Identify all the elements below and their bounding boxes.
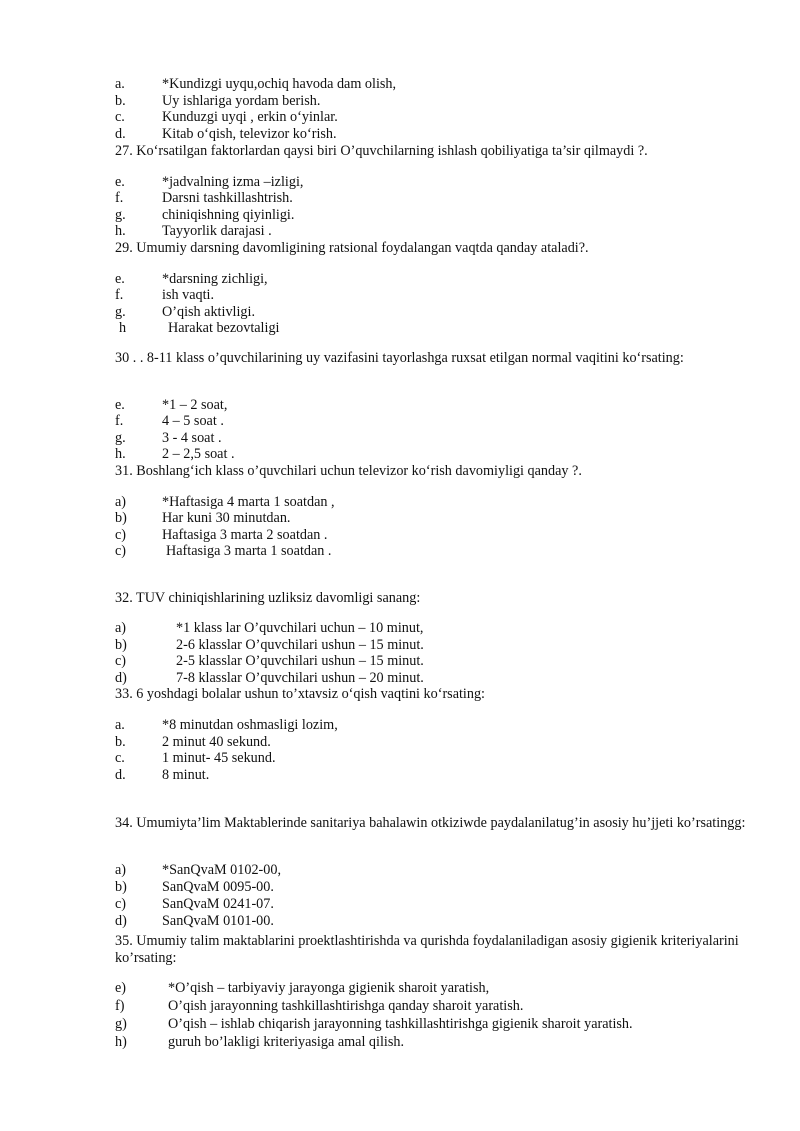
option-text: *O’qish – tarbiyaviy jarayonga gigienik sharoit yaratish, xyxy=(168,980,490,996)
option-text: Haftasiga 3 marta 1 soatdan . xyxy=(166,543,332,559)
option-text: Har kuni 30 minutdan. xyxy=(162,510,291,526)
option-label: c) xyxy=(115,896,127,912)
option-text: SanQvaM 0101-00. xyxy=(162,913,274,929)
option-label: g) xyxy=(115,1016,127,1032)
option-text: O’qish jarayonning tashkillashtirishga qanday sharoit yaratish. xyxy=(168,998,524,1014)
question-27: 27. Ko‘rsatilgan faktorlardan qaysi biri O’quvchilarning ishlash qobiliyatiga ta’sir qilmaydi ?. xyxy=(115,143,648,159)
question-34: 34. Umumiyta’lim Maktablerinde sanitariya bahalawin otkiziwde paydalanilatug’in asosiy hu’jjeti ko’rsatingg: xyxy=(115,815,746,831)
option-label: a) xyxy=(115,620,127,636)
option-text: *jadvalning izma –izligi, xyxy=(162,174,304,190)
option-label: d. xyxy=(115,767,126,783)
option-label: a) xyxy=(115,862,127,878)
option-label: c) xyxy=(115,653,127,669)
question-32: 32. TUV chiniqishlarining uzliksiz davomligi sanang: xyxy=(115,590,421,606)
option-text: Uy ishlariga yordam berish. xyxy=(162,93,321,109)
option-text: Tayyorlik darajasi . xyxy=(162,223,272,239)
option-label: c. xyxy=(115,109,125,125)
option-label: f. xyxy=(115,287,124,303)
question-29: 29. Umumiy darsning davomligining ratsional foydalangan vaqtda qanday ataladi?. xyxy=(115,240,589,256)
option-label: f. xyxy=(115,190,124,206)
option-text: *darsning zichligi, xyxy=(162,271,268,287)
question-31: 31. Boshlang‘ich klass o’quvchilari uchun televizor ko‘rish davomiyligi qanday ?. xyxy=(115,463,582,479)
option-label: d. xyxy=(115,126,126,142)
option-label: c) xyxy=(115,527,127,543)
option-label: f. xyxy=(115,413,124,429)
option-text: SanQvaM 0095-00. xyxy=(162,879,274,895)
option-text: ish vaqti. xyxy=(162,287,215,303)
option-text: Darsni tashkillashtrish. xyxy=(162,190,293,206)
option-text: guruh bo’lakligi kriteriyasiga amal qilish. xyxy=(168,1034,405,1050)
option-label: a. xyxy=(115,76,125,92)
option-label: c. xyxy=(115,750,125,766)
option-text: chiniqishning qiyinligi. xyxy=(162,207,295,223)
option-label: d) xyxy=(115,670,127,686)
option-label: h xyxy=(119,320,127,336)
option-label: g. xyxy=(115,304,126,320)
option-text: 7-8 klasslar O’quvchilari ushun – 20 minut. xyxy=(176,670,424,686)
option-text: O’qish – ishlab chiqarish jarayonning tashkillashtirishga gigienik sharoit yaratish. xyxy=(168,1016,633,1032)
option-text: 1 minut- 45 sekund. xyxy=(162,750,276,766)
option-text: 2 minut 40 sekund. xyxy=(162,734,271,750)
option-text: Haftasiga 3 marta 2 soatdan . xyxy=(162,527,328,543)
option-label: h. xyxy=(115,446,126,462)
option-label: g. xyxy=(115,207,126,223)
option-text: 2-6 klasslar O’quvchilari ushun – 15 minut. xyxy=(176,637,424,653)
option-text: O’qish aktivligi. xyxy=(162,304,256,320)
option-label: g. xyxy=(115,430,126,446)
option-label: c) xyxy=(115,543,127,559)
option-label: a. xyxy=(115,717,125,733)
option-label: b) xyxy=(115,637,127,653)
option-label: d) xyxy=(115,913,127,929)
option-text: *1 klass lar O’quvchilari uchun – 10 minut, xyxy=(176,620,424,636)
option-label: f) xyxy=(115,998,125,1014)
option-label: h. xyxy=(115,223,126,239)
question-33: 33. 6 yoshdagi bolalar ushun to’xtavsiz o‘qish vaqtini ko‘rsating: xyxy=(115,686,486,702)
option-text: Harakat bezovtaligi xyxy=(168,320,280,336)
option-label: h) xyxy=(115,1034,127,1050)
option-text: SanQvaM 0241-07. xyxy=(162,896,274,912)
option-label: a) xyxy=(115,494,127,510)
option-text: Kunduzgi uyqi , erkin o‘yinlar. xyxy=(162,109,338,125)
option-text: 3 - 4 soat . xyxy=(162,430,222,446)
option-label: b) xyxy=(115,879,127,895)
option-label: b) xyxy=(115,510,127,526)
option-text: *SanQvaM 0102-00, xyxy=(162,862,282,878)
option-text: 4 – 5 soat . xyxy=(162,413,224,429)
option-text: *Haftasiga 4 marta 1 soatdan , xyxy=(162,494,335,510)
option-label: e. xyxy=(115,271,125,287)
option-label: e. xyxy=(115,397,125,413)
question-30: 30 . . 8-11 klass o’quvchilarining uy vazifasini tayorlashga ruxsat etilgan normal vaqitini ko‘rsating: xyxy=(115,350,684,366)
option-text: 2 – 2,5 soat . xyxy=(162,446,235,462)
option-text: *Kundizgi uyqu,ochiq havoda dam olish, xyxy=(162,76,397,92)
option-text: *8 minutdan oshmasligi lozim, xyxy=(162,717,338,733)
option-text: 2-5 klasslar O’quvchilari ushun – 15 minut. xyxy=(176,653,424,669)
question-35: 35. Umumiy talim maktablarini proektlashtirishda va qurishda foydalaniladigan asosiy gigienik kriteriyalarini ko’rsating: xyxy=(115,933,739,966)
option-label: b. xyxy=(115,734,126,750)
option-label: e) xyxy=(115,980,127,996)
option-label: b. xyxy=(115,93,126,109)
option-text: *1 – 2 soat, xyxy=(162,397,228,413)
option-text: Kitab o‘qish, televizor ko‘rish. xyxy=(162,126,337,142)
option-text: 8 minut. xyxy=(162,767,210,783)
option-label: e. xyxy=(115,174,125,190)
